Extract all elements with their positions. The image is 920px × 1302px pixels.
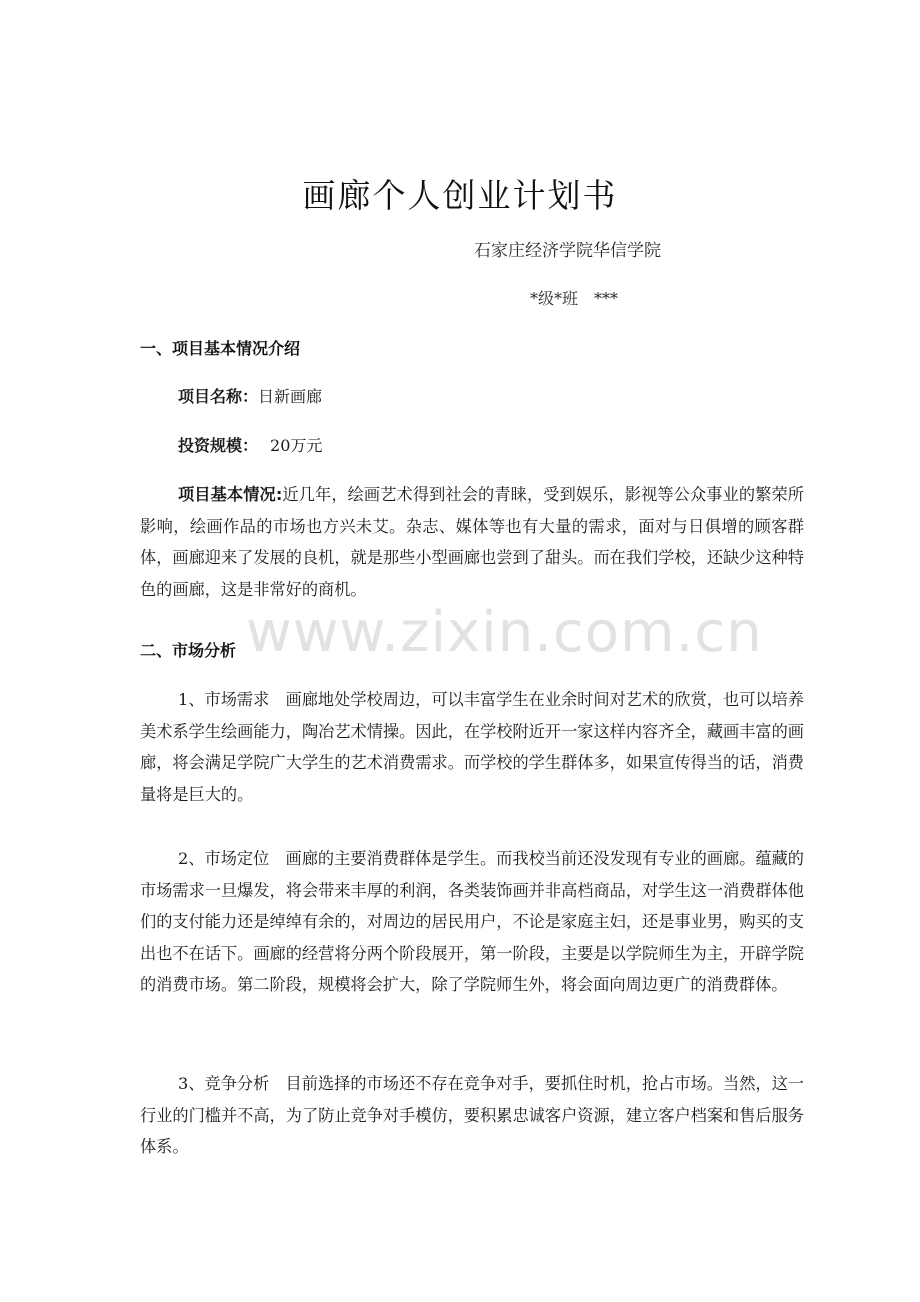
document-title: 画廊个人创业计划书 (302, 176, 618, 215)
section-heading-1: 一、项目基本情况介绍 (140, 339, 301, 358)
competition-analysis-paragraph: 3、竞争分析 目前选择的市场还不存在竞争对手，要抓住时机，抢占市场。当然，这一行业的门槛并不高，为了防止竞争对手模仿，要积累忠诚客户资源，建立客户档案和售后服务体系。 (140, 1074, 804, 1156)
investment-label: 投资规模： (178, 436, 259, 455)
project-name-value: 日新画廊 (258, 387, 323, 406)
project-basic-label: 项目基本情况: (178, 485, 283, 504)
section-heading-2: 二、市场分析 (140, 641, 237, 660)
school-name: 石家庄经济学院华信学院 (474, 241, 661, 261)
watermark: www.zixin.com.cn (246, 600, 763, 665)
investment-field (178, 433, 322, 459)
market-positioning-paragraph: 2、市场定位 画廊的主要消费群体是学生。而我校当前还没发现有专业的画廊。蕴藏的市场需求一旦爆发，将会带来丰厚的利润，各类装饰画并非高档商品，对学生这一消费群体他们的支付能力还是绰绰有余的，对周边的居民用户，不论是家庭主妇，还是事业男，购买的支出也不在话下。画廊的经营将分两个阶段展开，第一阶段，主要是以学院师生为主，开辟学院的消费市场。第二阶段，规模将会扩大，除了学院师生外，将会面向周边更广的消费群体。 (140, 849, 804, 994)
project-basic-text: 近几年，绘画艺术得到社会的青睐，受到娱乐，影视等公众事业的繁荣所影响，绘画作品的市场也方兴未艾。杂志、媒体等也有大量的需求，面对与日俱增的顾客群体，画廊迎来了发展的良机，就是那些小型画廊也尝到了甜头。而在我们学校，还缺少这种特色的画廊，这是非常好的商机。 (140, 485, 804, 599)
market-demand-paragraph: 1、市场需求 画廊地处学校周边，可以丰富学生在业余时间对艺术的欣赏，也可以培养美术系学生绘画能力，陶冶艺术情操。因此，在学校附近开一家这样内容齐全，藏画丰富的画廊，将会满足学院广大学生的艺术消费需求。而学校的学生群体多，如果宣传得当的话，消费量将是巨大的。 (140, 690, 804, 804)
author-line: *级*班 *** (530, 289, 619, 308)
project-name-field (178, 384, 322, 410)
project-basic-paragraph (140, 479, 804, 605)
investment-value: 20万元 (270, 436, 323, 455)
project-name-label: 项目名称： (178, 387, 259, 406)
